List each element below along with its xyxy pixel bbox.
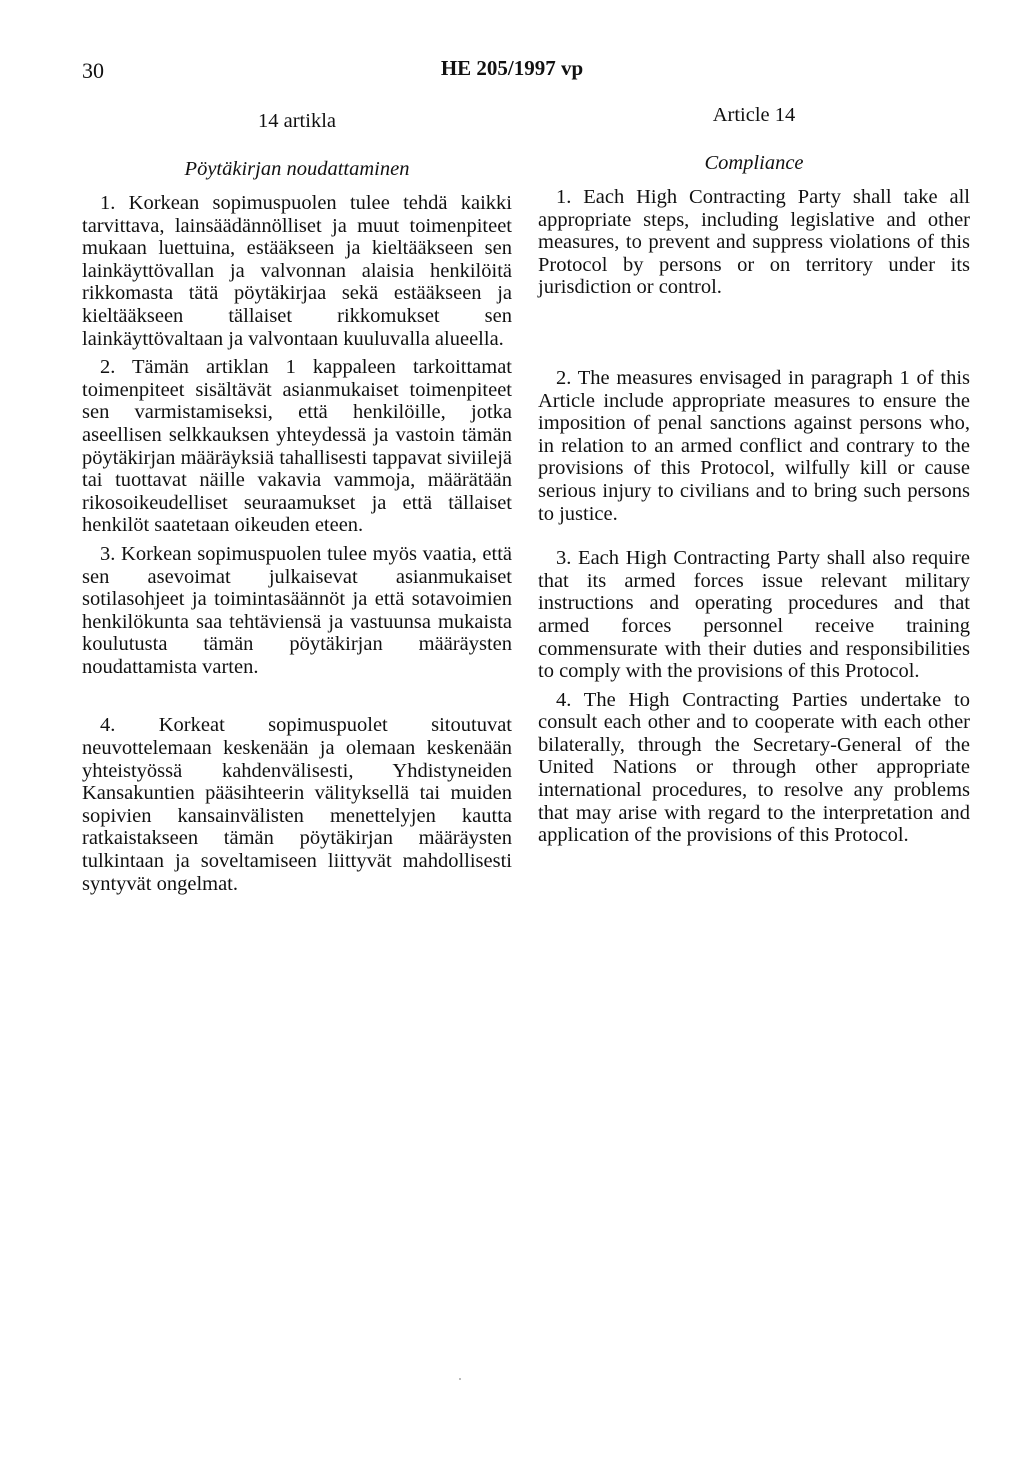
finnish-article-heading: 14 artikla <box>258 110 336 132</box>
english-column <box>538 102 970 847</box>
finnish-paragraph-2: 2. Tämän artiklan 1 kappaleen tarkoittamat toimenpiteet sisältävät asianmukaiset toimenpiteet sen varmistamiseksi, että henkilöille, jotka aseellisen selkkauksen yhteydessä ja vastoin tämän pöytäkirjan määräyksiä tahallisesti tappavat siviilejä tai tuottavat näille vakavia vammoja, määrätään rikosoikeudelliset seuraamukset ja että tällaiset henkilöt saatetaan oikeuden eteen. <box>82 356 512 537</box>
document-id: HE 205/1997 vp <box>440 56 584 80</box>
finnish-column <box>82 108 512 895</box>
english-paragraph-4: 4. The High Contracting Parties undertake to consult each other and to cooperate with each other bilaterally, through the Secretary-General of the United Nations or through other appropriate international procedures, to resolve any problems that may arise with regard to the interpretation and application of the provisions of this Protocol. <box>538 688 970 847</box>
english-paragraph-2: 2. The measures envisaged in paragraph 1 of this Article include appropriate measures to ensure the imposition of penal sanctions against persons who, in relation to an armed conflict and contrary to the provisions of this Protocol, wilfully kill or cause serious injury to civilians and to bring such persons to justice. <box>538 366 970 525</box>
english-paragraph-1: 1. Each High Contracting Party shall take all appropriate steps, including legislative and other measures, to prevent and suppress violations of this Protocol by persons or on territory under its jurisdiction or control. <box>538 186 970 299</box>
finnish-article-subtitle: Pöytäkirjan noudattaminen <box>184 158 410 180</box>
scan-speck <box>459 1378 461 1380</box>
finnish-paragraph-4: 4. Korkeat sopimuspuolet sitoutuvat neuvottelemaan keskenään ja olemaan keskenään yhteistyössä kahdenvälisesti, Yhdistyneiden Kansakuntien pääsihteerin välityksellä tai muiden sopivien kansainvälisten menettelyjen kautta ratkaistakseen tämän pöytäkirjan määräysten tulkintaan ja soveltamiseen liittyvät mahdollisesti syntyvät ongelmat. <box>82 714 512 895</box>
english-article-heading: Article 14 <box>712 104 796 126</box>
page-number: 30 <box>82 58 104 83</box>
english-paragraph-3: 3. Each High Contracting Party shall also require that its armed forces issue relevant military instructions and operating procedures and that armed forces personnel receive training commensurate with their duties and responsibilities to comply with the provisions of this Protocol. <box>538 547 970 683</box>
finnish-paragraph-3: 3. Korkean sopimuspuolen tulee myös vaatia, että sen asevoimat julkaisevat asianmukaiset sotilasohjeet ja toimintasäännöt ja että sotavoimien henkilökunta saa tehtäviensä ja vastuunsa mukaista koulutusta tämän pöytäkirjan määräysten noudattamista varten. <box>82 542 512 678</box>
english-article-subtitle: Compliance <box>704 152 804 174</box>
finnish-paragraph-1: 1. Korkean sopimuspuolen tulee tehdä kaikki tarvittava, lainsäädännölliset ja muut toimenpiteet mukaan luettuina, estääkseen ja kieltääkseen sen lainkäyttövallan ja valvonnan alaisia henkilöitä rikkomasta tätä pöytäkirjaa sekä estääkseen ja kieltääkseen tällaiset rikkomukset sen lainkäyttövaltaan ja valvontaan kuuluvalla alueella. <box>82 192 512 350</box>
